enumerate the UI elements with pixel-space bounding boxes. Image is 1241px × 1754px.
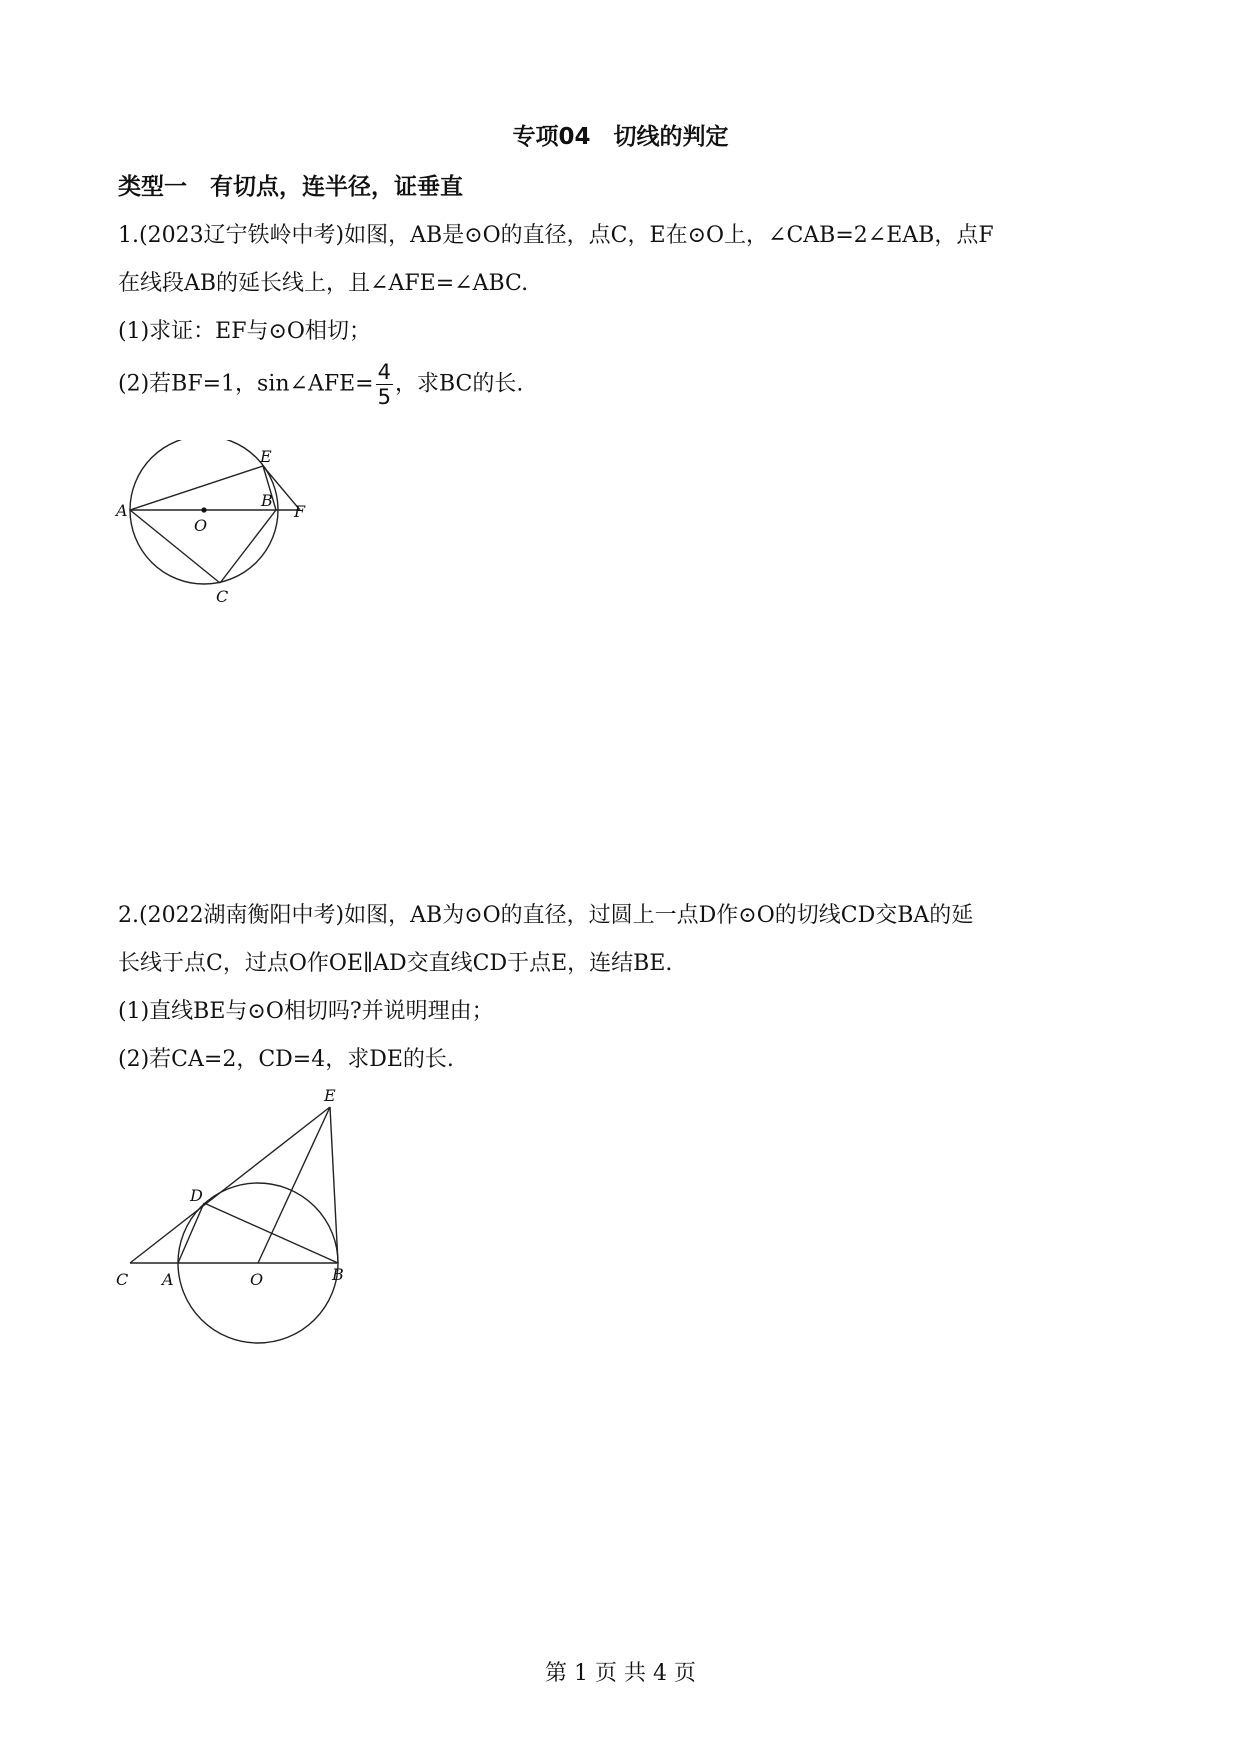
label-o: O <box>194 516 208 535</box>
segment-ae <box>130 466 263 510</box>
label-o: O <box>250 1270 264 1289</box>
page-title: 专项04 切线的判定 <box>512 124 729 150</box>
segment-ce <box>130 1107 330 1263</box>
segment-eo <box>258 1107 330 1263</box>
fraction-denominator: 5 <box>377 385 391 409</box>
problem1-line2: 在线段AB的延长线上，且∠AFE=∠ABC. <box>118 271 529 296</box>
segment-db <box>204 1203 338 1263</box>
problem1-figure <box>110 440 320 610</box>
section-heading: 类型一 有切点，连半径，证垂直 <box>118 174 463 200</box>
label-a: A <box>162 1270 174 1289</box>
problem1-line1: 1.(2023辽宁铁岭中考)如图，AB是⊙O的直径，点C，E在⊙O上，∠CAB=2∠EAB，点F <box>118 223 994 248</box>
label-a: A <box>116 501 128 520</box>
problem2-line1: 2.(2022湖南衡阳中考)如图，AB为⊙O的直径，过圆上一点D作⊙O的切线CD交BA的延 <box>118 903 974 928</box>
fraction-four-fifths <box>376 360 393 409</box>
label-e: E <box>324 1086 336 1105</box>
label-f: F <box>294 502 306 521</box>
label-b: B <box>332 1265 344 1284</box>
label-c: C <box>216 587 229 606</box>
page-footer: 第 1 页 共 4 页 <box>545 1661 696 1686</box>
problem2-line2: 长线于点C，过点O作OE∥AD交直线CD于点E，连结BE. <box>118 951 673 976</box>
problem2-question2: (2)若CA=2，CD=4，求DE的长. <box>118 1047 454 1072</box>
label-e: E <box>260 447 272 466</box>
label-c: C <box>116 1270 129 1289</box>
problem1-question1: (1)求证：EF与⊙O相切； <box>118 319 371 344</box>
q2-suffix: ，求BC的长. <box>394 371 524 397</box>
problem2-question1: (1)直线BE与⊙O相切吗?并说明理由； <box>118 999 494 1024</box>
problem1-question2 <box>118 360 523 409</box>
fraction-numerator: 4 <box>377 360 391 384</box>
q2-prefix: (2)若BF=1，sin∠AFE= <box>118 371 374 397</box>
problem2-figure <box>110 1085 360 1355</box>
label-b: B <box>261 491 273 510</box>
center-dot <box>201 507 206 512</box>
segment-ad <box>178 1203 204 1263</box>
label-d: D <box>190 1186 203 1205</box>
